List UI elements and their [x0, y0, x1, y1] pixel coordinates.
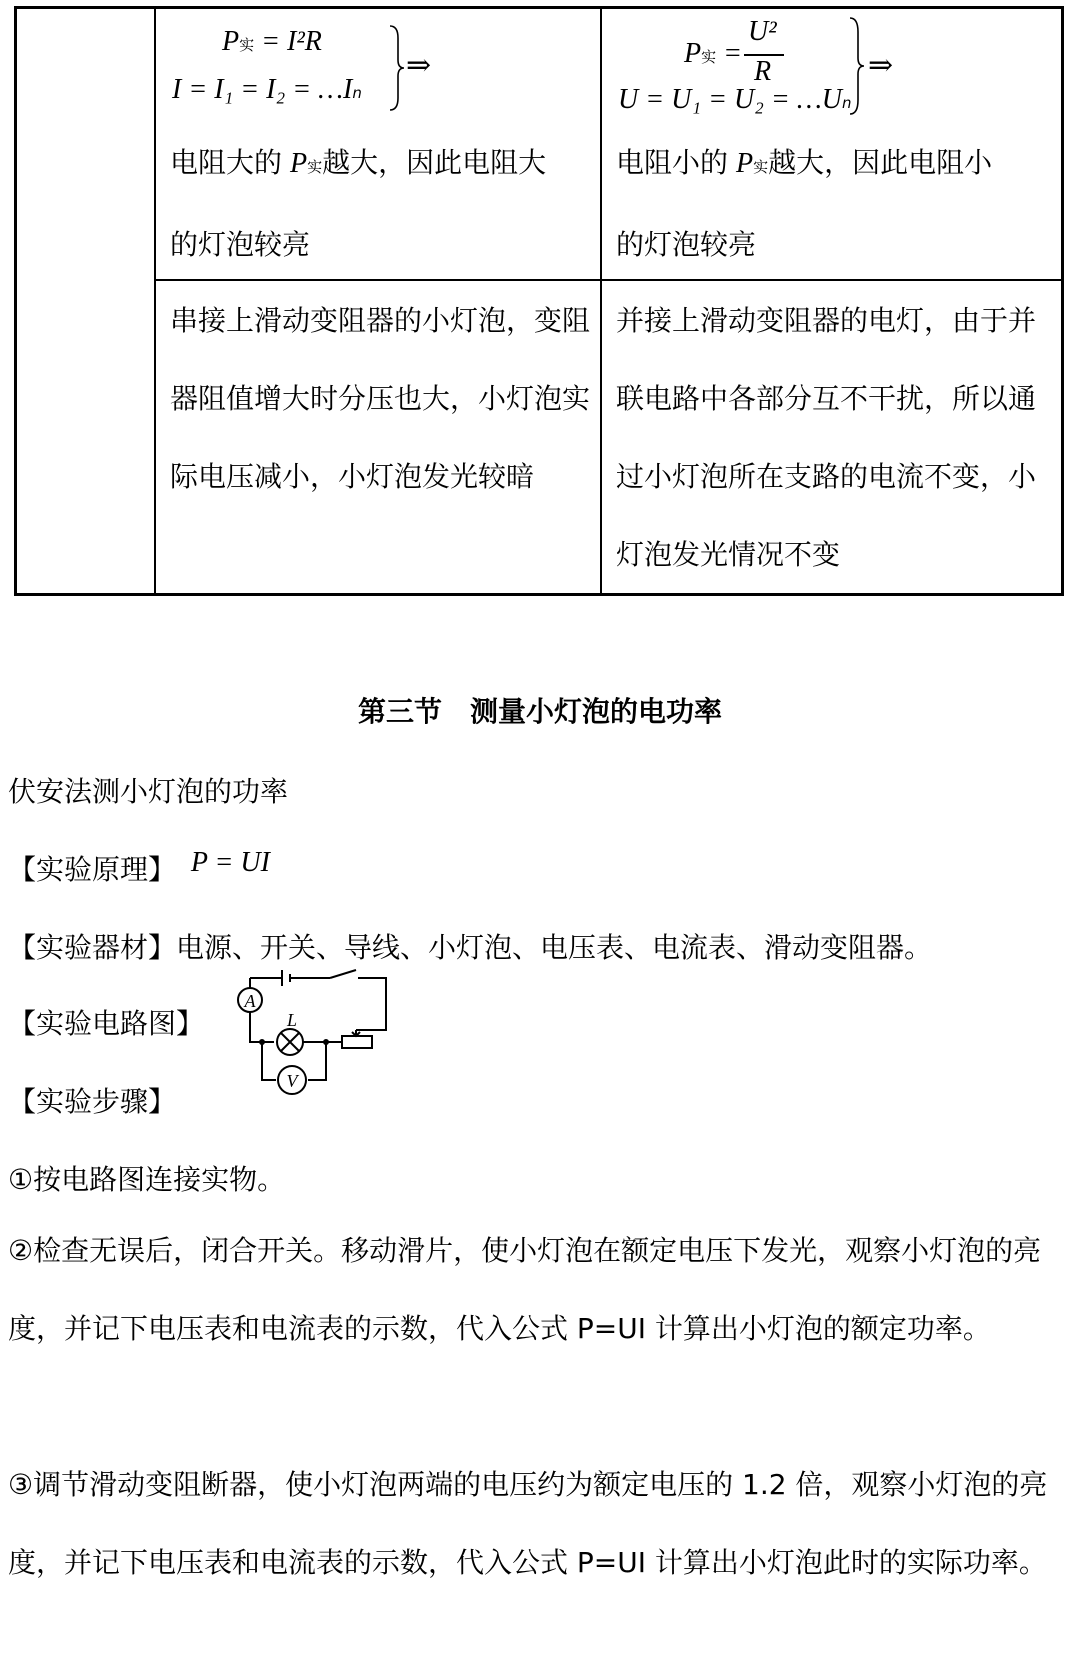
left-conclusion [170, 124, 590, 284]
principle-formula: P = UI [190, 847, 270, 878]
ammeter-label: A [244, 991, 256, 1011]
left-conclusion-prefix: 电阻大的 [170, 146, 283, 179]
circuit-label: 【实验电路图】 [8, 1007, 205, 1040]
wire-top-right [356, 978, 386, 1030]
circuit-diagram [232, 966, 392, 1104]
left-formula-P-sub: 实 [239, 36, 255, 54]
right-example: 并接上滑动变阻器的电灯，由于并联电路中各部分互不干扰，所以通过小灯泡所在支路的电流不变，小灯泡发光情况不变 [616, 304, 1037, 571]
materials-line [8, 926, 932, 966]
switch-icon [330, 970, 356, 978]
right-formula-P: P [684, 38, 702, 69]
right-formula-P-sub: 实 [701, 48, 717, 66]
table-divider-2 [600, 6, 602, 596]
right-conclusion-P: P [736, 148, 754, 179]
intro-text: 伏安法测小灯泡的功率 [8, 775, 289, 808]
principle-line [8, 848, 270, 888]
materials-label: 【实验器材】 [8, 931, 177, 964]
lamp-label: L [286, 1010, 298, 1030]
right-formula-eq: = [723, 38, 743, 69]
step-1: ①按电路图连接实物。 [8, 1163, 286, 1196]
battery-icon [282, 970, 290, 986]
section-title: 第三节 测量小灯泡的电功率 [357, 695, 722, 728]
right-brace [848, 16, 866, 116]
left-conclusion-P: P [290, 148, 308, 179]
left-conclusion-line2: 的灯泡较亮 [170, 228, 311, 261]
left-implies-arrow: ⇒ [406, 49, 432, 82]
right-conclusion-sub: 实 [753, 158, 769, 176]
left-conclusion-suffix: 越大，因此电阻大 [322, 146, 547, 179]
voltmeter-label: V [286, 1071, 298, 1091]
left-formula-P: P [222, 26, 240, 57]
left-formula-line2-sub: n [352, 84, 362, 102]
table-divider-1 [154, 6, 156, 596]
right-formula-line2-sub: n [841, 94, 852, 112]
left-formula-rhs: = I²R [261, 26, 322, 57]
principle-label: 【实验原理】 [8, 853, 177, 886]
rheostat-icon [342, 1036, 372, 1048]
right-formula-line2: U = U₁ = U₂ = …U [618, 84, 842, 115]
materials-text: 电源、开关、导线、小灯泡、电压表、电流表、滑动变阻器。 [176, 931, 933, 964]
wire-left-lower [250, 1012, 274, 1042]
right-conclusion-line2: 的灯泡较亮 [616, 228, 757, 261]
step-3: ③调节滑动变阻断器，使小灯泡两端的电压约为额定电压的 1.2 倍，观察小灯泡的亮度，并记下电压表和电流表的示数，代入公式 P=UI 计算出小灯泡此时的实际功率。 [8, 1468, 1048, 1579]
right-formula-denominator: R [754, 56, 772, 87]
left-formula-line2: I = I₁ = I₂ = …I [172, 74, 353, 105]
steps-label: 【实验步骤】 [8, 1085, 177, 1118]
right-conclusion-prefix: 电阻小的 [616, 146, 729, 179]
left-example: 串接上滑动变阻器的小灯泡，变阻器阻值增大时分压也大，小灯泡实际电压减小，小灯泡发光较暗 [170, 304, 591, 493]
right-conclusion [616, 124, 1056, 284]
right-implies-arrow: ⇒ [868, 49, 894, 82]
step-2: ②检查无误后，闭合开关。移动滑片，使小灯泡在额定电压下发光，观察小灯泡的亮度，并记下电压表和电流表的示数，代入公式 P=UI 计算出小灯泡的额定功率。 [8, 1234, 1042, 1345]
right-conclusion-suffix: 越大，因此电阻小 [768, 146, 993, 179]
right-formula-numerator: U² [748, 16, 777, 47]
left-brace [388, 24, 406, 112]
left-conclusion-sub: 实 [307, 158, 323, 176]
